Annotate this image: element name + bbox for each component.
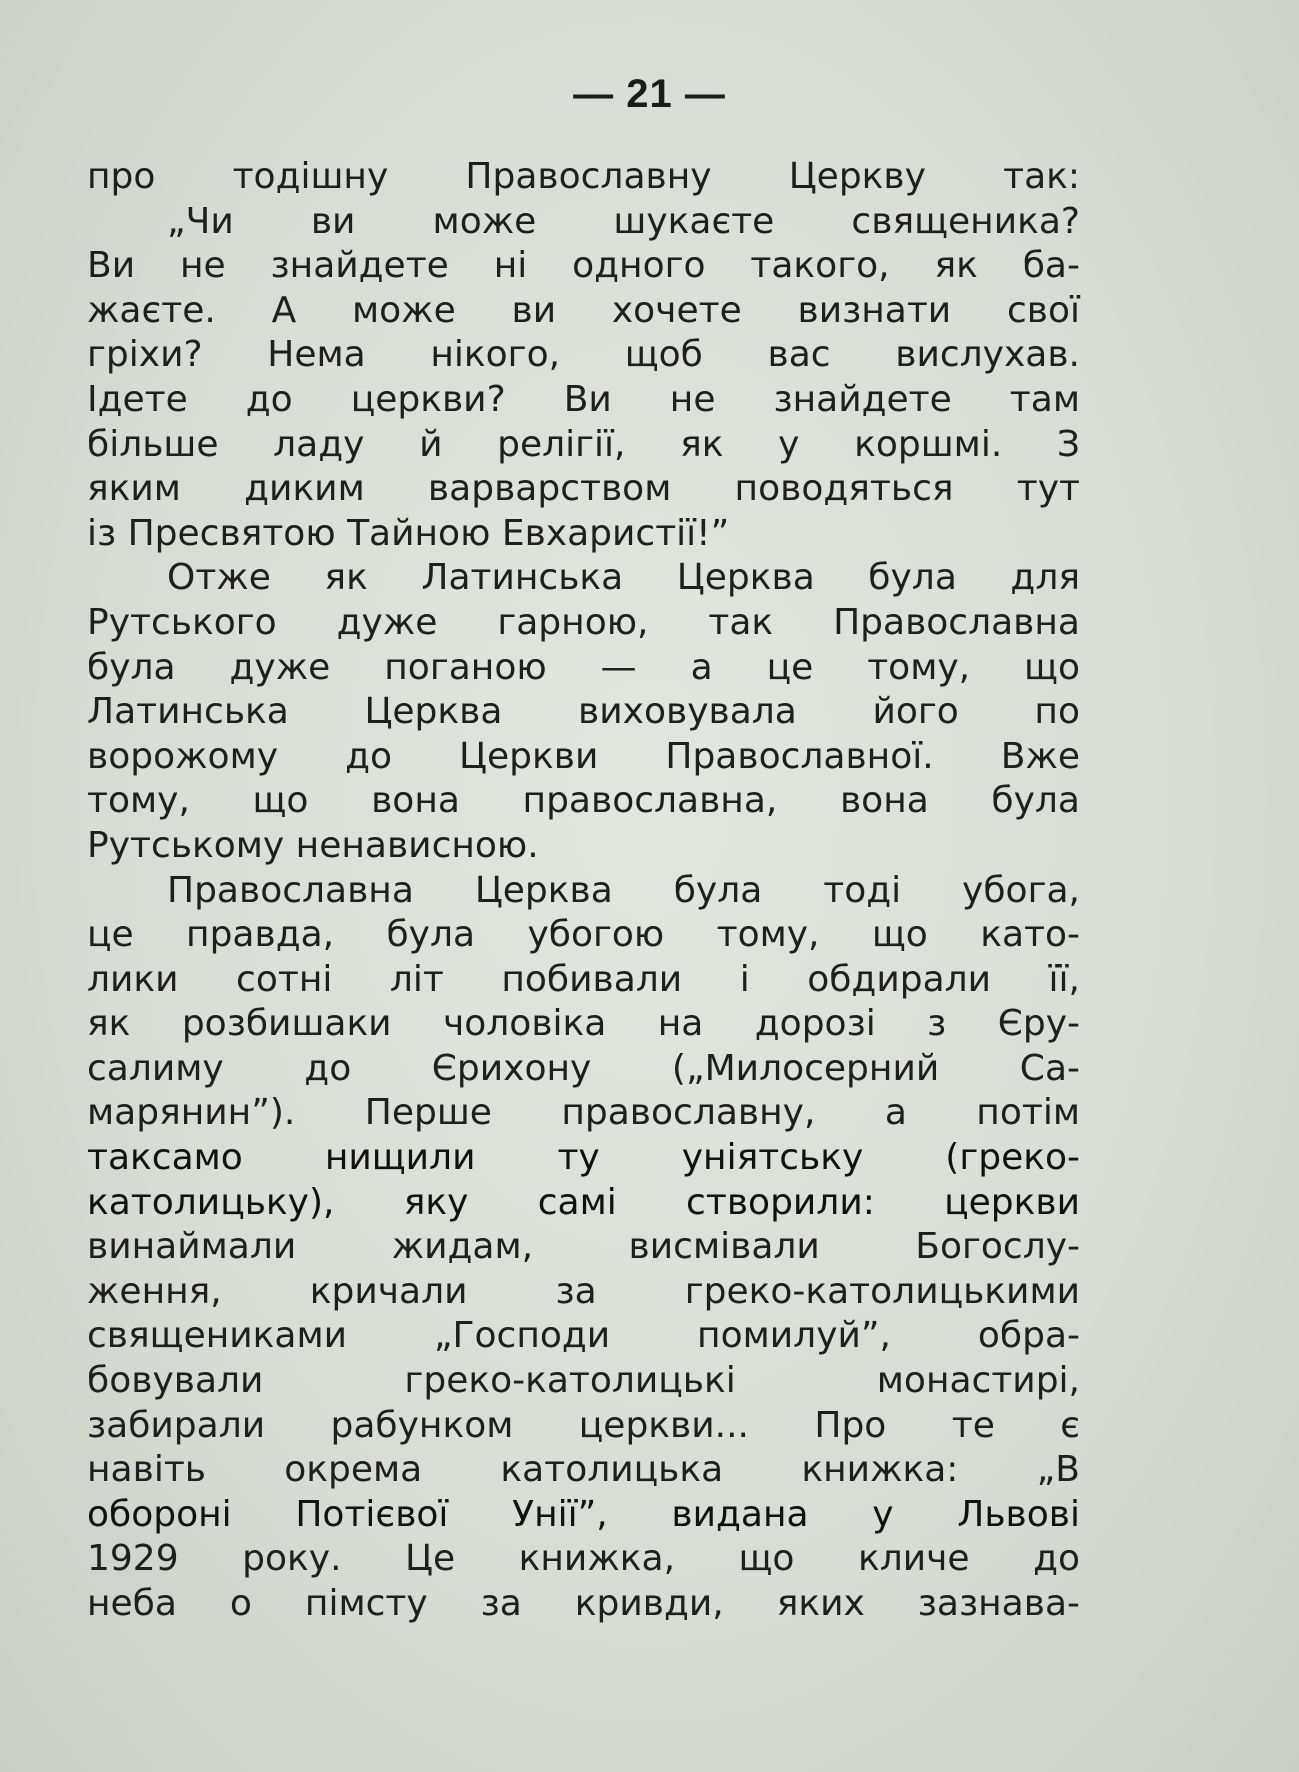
text-line: це правда, була убогою тому, що като- bbox=[87, 914, 1080, 956]
text-line: Латинська Церква виховувала його по bbox=[87, 691, 1080, 733]
text-line: католицьку), яку самі створили: церкви bbox=[87, 1181, 1080, 1223]
text-line: салиму до Єрихону („Милосерний Са- bbox=[87, 1047, 1080, 1089]
text-line: гріхи? Нема нікого, щоб вас вислухав. bbox=[87, 334, 1080, 376]
text-line: Ідете до церкви? Ви не знайдете там bbox=[87, 378, 1080, 420]
text-line: неба о пімсту за кривди, яких зазнава- bbox=[87, 1583, 1080, 1624]
text-line: ження, кричали за греко-католицькими bbox=[87, 1270, 1080, 1312]
text-line: із Пресвятою Тайною Евхаристії!” bbox=[87, 512, 730, 554]
text-line: Отже як Латинська Церква була для bbox=[167, 557, 1080, 599]
text-line: марянин”). Перше православну, а потім bbox=[87, 1092, 1080, 1134]
text-line: більше ладу й релігії, як у коршмі. З bbox=[87, 423, 1080, 465]
text-line: Православна Церква була тоді убога, bbox=[167, 869, 1080, 911]
text-line: яким диким варварством поводяться тут bbox=[87, 468, 1080, 510]
text-line: священиками „Господи помилуй”, обра- bbox=[87, 1315, 1080, 1357]
text-line: обороні Потієвої Унії”, видана у Львові bbox=[87, 1493, 1080, 1535]
text-line: була дуже поганою — а це тому, що bbox=[87, 646, 1080, 688]
text-line: Ви не знайдете ні одного такого, як ба- bbox=[87, 245, 1080, 287]
text-line: ворожому до Церкви Православної. Вже bbox=[87, 735, 1080, 777]
text-line: тому, що вона православна, вона була bbox=[87, 780, 1080, 822]
text-line: лики сотні літ побивали і обдирали її, bbox=[87, 958, 1080, 1000]
text-line: винаймали жидам, висмівали Богослу- bbox=[87, 1226, 1080, 1268]
text-line: про тодішну Православну Церкву так: bbox=[87, 156, 1080, 197]
text-line: „Чи ви може шукаєте священика? bbox=[167, 200, 1080, 242]
body-text bbox=[87, 155, 1080, 1627]
text-line: Рутському ненависною. bbox=[87, 824, 539, 866]
text-line: жаєте. А може ви хочете визнати свої bbox=[87, 289, 1080, 331]
text-line: забирали рабунком церкви... Про те є bbox=[87, 1404, 1080, 1446]
text-line: 1929 року. Це книжка, що кличе до bbox=[87, 1538, 1080, 1580]
page-number: — 21 — bbox=[573, 72, 726, 116]
text-line: таксамо нищили ту уніятську (греко- bbox=[87, 1137, 1080, 1179]
text-line: бовували греко-католицькі монастирі, bbox=[87, 1360, 1080, 1402]
text-line: Рутського дуже гарною, так Православна bbox=[87, 601, 1080, 643]
text-line: як розбишаки чоловіка на дорозі з Єру- bbox=[87, 1003, 1080, 1045]
text-line: навіть окрема католицька книжка: „В bbox=[87, 1449, 1080, 1491]
